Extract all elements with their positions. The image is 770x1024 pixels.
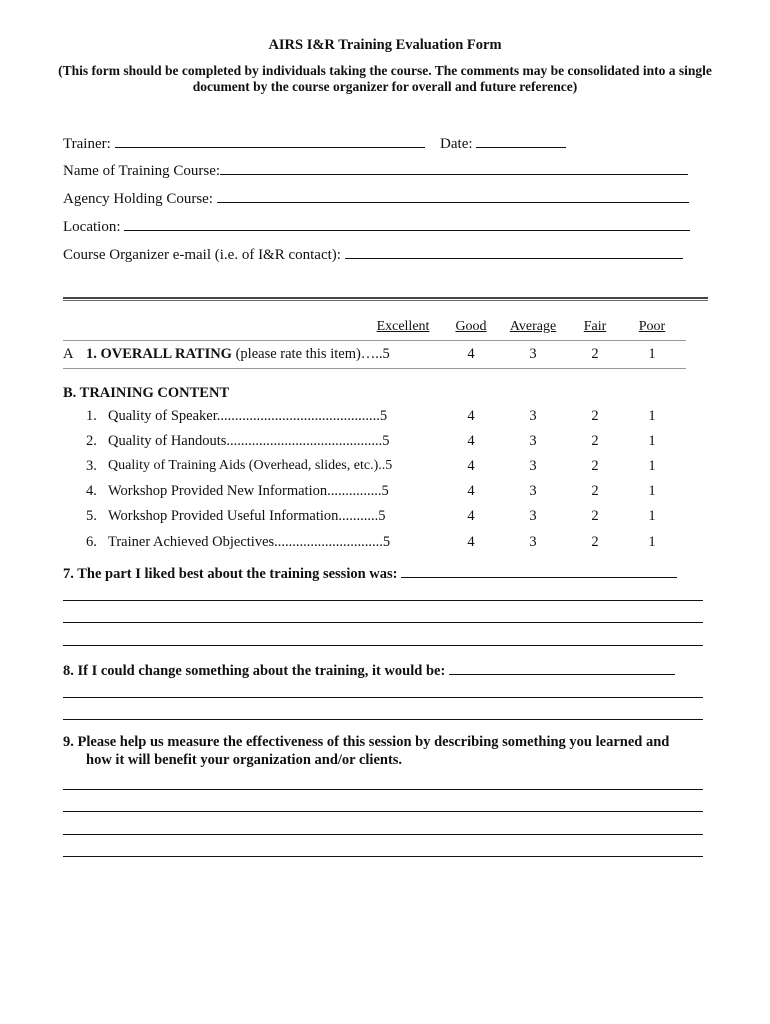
question-8-text: 8. If I could change something about the training, it would be:: [63, 663, 446, 679]
trainer-label: Trainer:: [63, 136, 111, 152]
trainer-field-row: [63, 133, 566, 153]
course-name-row: [63, 160, 688, 180]
rating-option[interactable]: 3: [529, 534, 537, 550]
rating-option[interactable]: 3: [529, 483, 537, 499]
agency-row: [63, 188, 689, 208]
section-b-item-num: 3.: [86, 458, 97, 474]
course-name-input-line[interactable]: [220, 160, 688, 175]
header-good: Good: [455, 319, 487, 334]
rating-option[interactable]: 2: [591, 458, 599, 474]
rating-option[interactable]: 4: [467, 346, 475, 362]
trainer-input-line[interactable]: [115, 133, 425, 148]
divider-thin: [63, 368, 686, 369]
rating-option[interactable]: 3: [529, 433, 537, 449]
rating-option[interactable]: 4: [467, 433, 475, 449]
rating-option[interactable]: 2: [591, 408, 599, 424]
section-a-label: OVERALL RATING: [100, 346, 232, 362]
answer-line[interactable]: [63, 600, 703, 601]
header-poor: Poor: [638, 319, 666, 334]
course-name-label: Name of Training Course:: [63, 163, 221, 179]
answer-line[interactable]: [63, 811, 703, 812]
section-b-item-num: 4.: [86, 483, 97, 499]
rating-option[interactable]: 1: [648, 346, 656, 362]
location-input-line[interactable]: [124, 216, 690, 231]
section-b-item-label: Workshop Provided Useful Information...........5: [108, 508, 386, 524]
rating-option[interactable]: 1: [648, 534, 656, 550]
answer-line[interactable]: [63, 622, 703, 623]
rating-option[interactable]: 2: [591, 483, 599, 499]
organizer-email-input-line[interactable]: [345, 244, 683, 259]
rating-option[interactable]: 4: [467, 483, 475, 499]
section-a-prefix: A: [63, 346, 74, 362]
question-9-line-1: 9. Please help us measure the effectiveness of this session by describing something you learned and: [63, 734, 670, 750]
section-b-item-label: Trainer Achieved Objectives..............................5: [108, 534, 391, 550]
rating-option[interactable]: 3: [529, 408, 537, 424]
rating-option[interactable]: 1: [648, 458, 656, 474]
divider-thin: [63, 340, 686, 341]
question-7: [63, 563, 677, 583]
section-b-item-label: Quality of Handouts...........................................5: [108, 433, 390, 449]
header-fair: Fair: [583, 319, 607, 334]
rating-option[interactable]: 4: [467, 408, 475, 424]
rating-option[interactable]: 4: [467, 458, 475, 474]
organizer-email-label: Course Organizer e-mail (i.e. of I&R contact):: [63, 247, 341, 263]
rating-option[interactable]: 4: [467, 534, 475, 550]
section-b-item-num: 6.: [86, 534, 97, 550]
question-9-line-2: how it will benefit your organization and/or clients.: [86, 752, 403, 768]
section-b-item-num: 2.: [86, 433, 97, 449]
date-label: Date:: [440, 136, 473, 152]
question-7-text: 7. The part I liked best about the training session was:: [63, 566, 398, 582]
header-excellent: Excellent: [376, 319, 430, 334]
rating-option[interactable]: 2: [591, 433, 599, 449]
answer-line[interactable]: [63, 645, 703, 646]
section-b-item-num: 5.: [86, 508, 97, 524]
section-a-label-rest: (please rate this item)…..5: [231, 346, 390, 362]
section-b-heading: B. TRAINING CONTENT: [63, 385, 230, 401]
agency-input-line[interactable]: [217, 188, 689, 203]
question-8: [63, 660, 675, 680]
section-a-number: 1.: [86, 346, 97, 362]
section-b-item-label: Quality of Speaker.............................................5: [108, 408, 388, 424]
rating-option[interactable]: 1: [648, 483, 656, 499]
rating-option[interactable]: 2: [591, 508, 599, 524]
form-title: AIRS I&R Training Evaluation Form: [268, 37, 502, 53]
header-average: Average: [509, 319, 557, 334]
rating-option[interactable]: 1: [648, 508, 656, 524]
section-b-item-label: Workshop Provided New Information...............5: [108, 483, 389, 499]
rating-option[interactable]: 2: [591, 534, 599, 550]
answer-line[interactable]: [63, 789, 703, 790]
answer-line[interactable]: [63, 719, 703, 720]
answer-line[interactable]: [63, 856, 703, 857]
answer-line[interactable]: [63, 834, 703, 835]
rating-option[interactable]: 3: [529, 458, 537, 474]
answer-line[interactable]: [63, 697, 703, 698]
section-a-row: [86, 346, 390, 363]
location-row: [63, 216, 690, 236]
section-b-item-label: Quality of Training Aids (Overhead, slides, etc.)..5: [108, 458, 393, 473]
rating-option[interactable]: 3: [529, 508, 537, 524]
rating-option[interactable]: 4: [467, 508, 475, 524]
question-7-input-line[interactable]: [401, 563, 677, 578]
section-b-item-num: 1.: [86, 408, 97, 424]
form-instructions: (This form should be completed by individuals taking the course. The comments may be consolidated into a single document by the course organizer for overall and future reference): [58, 63, 712, 94]
organizer-email-row: [63, 244, 683, 264]
agency-label: Agency Holding Course:: [63, 191, 213, 207]
question-8-input-line[interactable]: [449, 660, 675, 675]
location-label: Location:: [63, 219, 121, 235]
date-input-line[interactable]: [476, 133, 566, 148]
rating-option[interactable]: 1: [648, 433, 656, 449]
rating-option[interactable]: 2: [591, 346, 599, 362]
rating-option[interactable]: 1: [648, 408, 656, 424]
section-divider: [63, 297, 708, 301]
rating-option[interactable]: 3: [529, 346, 537, 362]
